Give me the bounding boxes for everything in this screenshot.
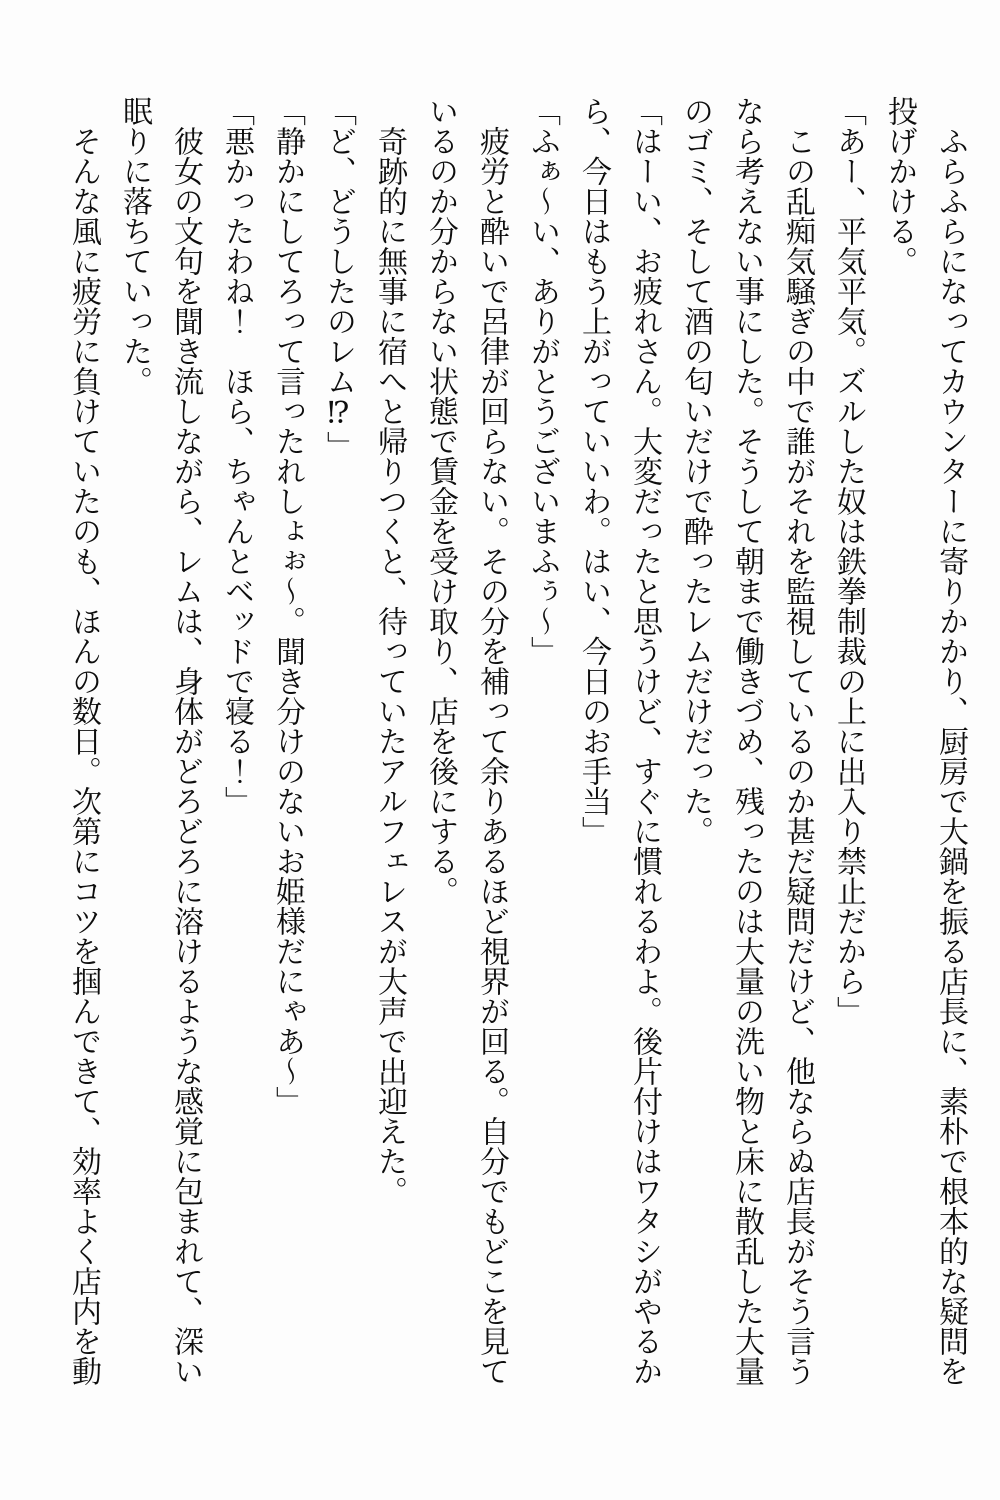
- paragraph-narrative: ふらふらになってカウンターに寄りかかり、厨房で大鍋を振る店長に、素朴で根本的な疑問を投げかける。: [882, 96, 968, 1386]
- paragraph-narrative: 彼女の文句を聞き流しながら、レムは、身体がどろどろに溶けるような感覚に包まれて、深い眠りに落ちていった。: [117, 96, 203, 1386]
- paragraph-dialogue: 「ど、どうしたのレム⁉」: [321, 96, 356, 461]
- paragraph-dialogue: 「ふぁ～い、ありがとうございまふぅ～」: [525, 96, 560, 666]
- paragraph-dialogue: 「あー、平気平気。ズルした奴は鉄拳制裁の上に出入り禁止だから」: [831, 96, 866, 1026]
- paragraph-dialogue: 「静かにしてろって言ったれしょぉ～。聞き分けのないお姫様だにゃあ～」: [270, 96, 305, 1116]
- vertical-text-block: [58, 96, 976, 1386]
- paragraph-narrative: 疲労と酔いで呂律が回らない。その分を補って余りあるほど視界が回る。自分でもどこを見ているのか分からない状態で賃金を受け取り、店を後にする。: [423, 96, 509, 1386]
- paragraph-narrative: そんな風に疲労に負けていたのも、ほんの数日。次第にコツを掴んできて、効率よく店内を動: [66, 126, 101, 1386]
- paragraph-narrative: この乱痴気騒ぎの中で誰がそれを監視しているのか甚だ疑問だけど、他ならぬ店長がそう言うなら考えない事にした。そうして朝まで働きづめ、残ったのは大量の洗い物と床に散乱した大量のゴミ、そして酒の匂いだけで酔ったレムだけだった。: [678, 96, 815, 1386]
- paragraph-narrative: 奇跡的に無事に宿へと帰りつくと、待っていたアルフェレスが大声で出迎えた。: [372, 126, 407, 1206]
- paragraph-dialogue: 「はーい、お疲れさん。大変だったと思うけど、すぐに慣れるわよ。後片付けはワタシがやるから、今日はもう上がっていいわ。はい、今日のお手当」: [576, 96, 662, 1386]
- paragraph-dialogue: 「悪かったわね！ ほら、ちゃんとベッドで寝る！」: [219, 96, 254, 816]
